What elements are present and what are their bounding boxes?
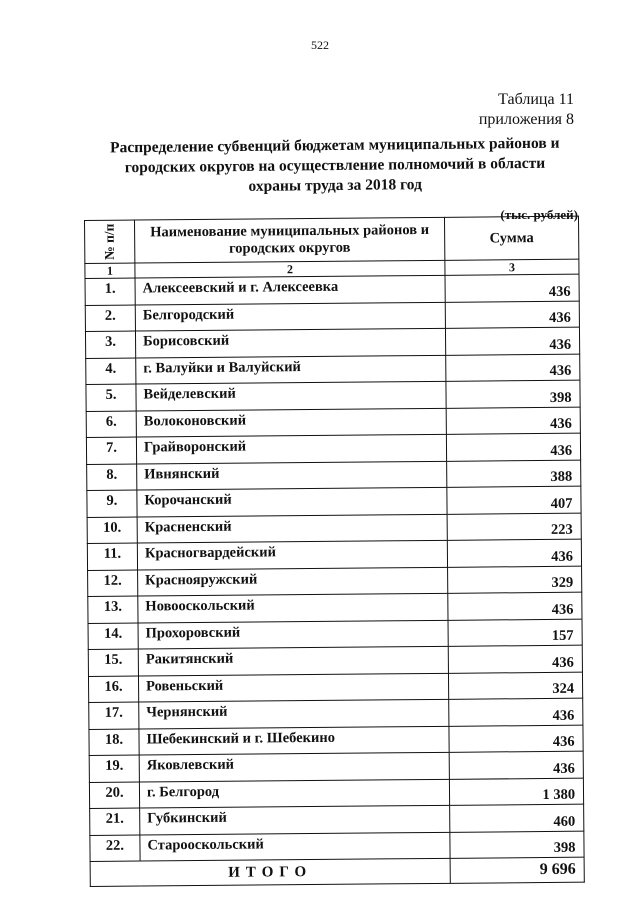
row-number: 21.	[90, 808, 140, 835]
row-number: 19.	[89, 755, 139, 782]
row-sum: 436	[445, 274, 579, 302]
subsidy-table	[84, 216, 584, 887]
row-number: 3.	[85, 331, 135, 358]
row-district-name: Красненский	[137, 514, 447, 543]
total-row	[90, 857, 584, 886]
row-sum: 388	[447, 460, 581, 488]
row-number: 12.	[88, 570, 138, 597]
row-number: 10.	[87, 517, 137, 544]
row-district-name: Губкинский	[140, 805, 450, 834]
row-number: 14.	[88, 623, 138, 650]
page-number: 522	[311, 38, 329, 52]
header-number-label: № п/п	[101, 223, 117, 260]
table-caption	[479, 90, 574, 130]
total-sum: 9 696	[450, 857, 584, 883]
row-district-name: Ивнянский	[137, 461, 447, 490]
row-district-name: г. Белгород	[139, 779, 449, 808]
row-sum: 436	[449, 751, 583, 779]
row-sum: 1 380	[449, 778, 583, 806]
row-number: 5.	[86, 384, 136, 411]
row-sum: 436	[448, 592, 582, 620]
row-sum: 460	[450, 804, 584, 832]
units-note: (тыс. рублей)	[500, 207, 578, 222]
header-sum: Сумма	[444, 216, 578, 260]
row-district-name: Шебекинский и г. Шебекино	[139, 726, 449, 755]
row-sum: 436	[446, 407, 580, 435]
row-district-name: Корочанский	[137, 487, 447, 516]
row-district-name: Белгородский	[135, 302, 445, 331]
row-sum: 407	[447, 486, 581, 514]
row-number: 4.	[86, 358, 136, 385]
row-district-name: Вейделевский	[136, 381, 446, 410]
row-sum: 436	[449, 725, 583, 753]
title-line-1: Распределение субвенций бюджетам муниципальных районов и	[109, 134, 560, 157]
row-number: 16.	[88, 676, 138, 703]
row-sum: 436	[445, 301, 579, 329]
row-district-name: Красногвардейский	[137, 540, 447, 569]
row-district-name: Прохоровский	[138, 620, 448, 649]
row-sum: 324	[448, 672, 582, 700]
row-district-name: Ракитянский	[138, 646, 448, 675]
column-index-1: 1	[85, 263, 135, 278]
header-name: Наименование муниципальных районов и городских округов	[135, 217, 445, 263]
row-sum: 436	[447, 539, 581, 567]
row-sum: 398	[446, 380, 580, 408]
column-index-3: 3	[445, 259, 579, 275]
row-number: 9.	[87, 490, 137, 517]
row-district-name: Борисовский	[135, 328, 445, 357]
row-sum: 223	[447, 513, 581, 541]
row-number: 2.	[85, 305, 135, 332]
header-number	[85, 220, 135, 263]
row-number: 15.	[88, 649, 138, 676]
column-index-2: 2	[135, 260, 445, 278]
row-number: 18.	[89, 729, 139, 756]
caption-appendix-label: приложения 8	[478, 111, 574, 128]
row-sum: 436	[448, 645, 582, 673]
row-sum: 157	[448, 619, 582, 647]
row-number: 13.	[88, 596, 138, 623]
row-district-name: Новооскольский	[138, 593, 448, 622]
row-district-name: Старооскольский	[140, 832, 450, 861]
total-label: ИТОГО	[90, 858, 450, 886]
row-number: 8.	[87, 464, 137, 491]
caption-table-label: Таблица 11	[498, 91, 574, 108]
title-line-3: охраны труда за 2018 год	[248, 176, 422, 195]
row-district-name: Ровеньский	[138, 673, 448, 702]
row-sum: 436	[445, 327, 579, 355]
row-district-name: г. Валуйки и Валуйский	[136, 355, 446, 384]
row-number: 22.	[90, 835, 140, 862]
row-number: 6.	[86, 411, 136, 438]
row-district-name: Грайворонский	[136, 434, 446, 463]
title-line-2: городских округов на осуществление полномочий в области	[124, 154, 546, 177]
row-number: 20.	[89, 782, 139, 809]
row-sum: 436	[446, 354, 580, 382]
row-district-name: Яковлевский	[139, 752, 449, 781]
row-district-name: Краснояружский	[138, 567, 448, 596]
document-title	[100, 134, 571, 199]
row-sum: 436	[446, 433, 580, 461]
row-number: 1.	[85, 278, 135, 305]
row-number: 17.	[89, 702, 139, 729]
row-district-name: Чернянский	[139, 699, 449, 728]
row-sum: 329	[448, 566, 582, 594]
row-number: 11.	[87, 543, 137, 570]
row-number: 7.	[86, 437, 136, 464]
table-body	[85, 274, 584, 861]
row-district-name: Волоконовский	[136, 408, 446, 437]
row-sum: 398	[450, 831, 584, 859]
row-sum: 436	[449, 698, 583, 726]
row-district-name: Алексеевский и г. Алексеевка	[135, 275, 445, 304]
